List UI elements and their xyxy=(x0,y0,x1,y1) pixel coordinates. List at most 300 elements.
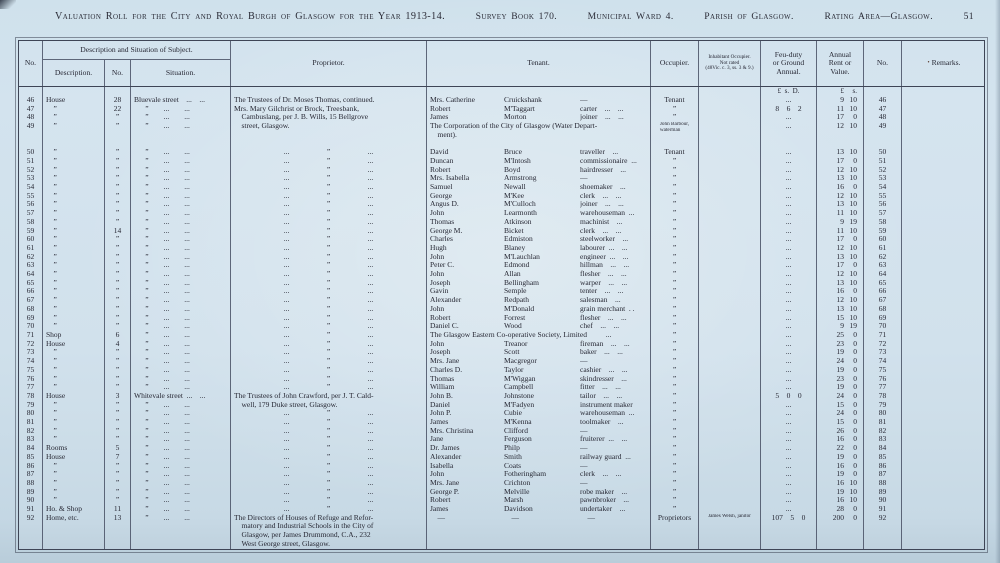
tenant-occupation: commissionaire ... xyxy=(580,156,637,165)
cell-tenant xyxy=(427,392,651,401)
cell-remarks xyxy=(902,392,986,401)
cell-feu-duty: ... xyxy=(761,227,817,236)
cell-entry-no: 54 xyxy=(19,183,43,192)
cell-inhabitant-occupier xyxy=(699,348,761,357)
cell-proprietor: ... ” ... xyxy=(231,366,427,375)
cell-street-no: ” xyxy=(105,314,131,323)
cell-proprietor: ... ” ... xyxy=(231,296,427,305)
cell-description: ” xyxy=(43,462,105,471)
cell-tenant xyxy=(427,409,651,418)
tenant-first-name: Charles D. xyxy=(430,365,463,374)
cell-tenant xyxy=(427,270,651,279)
tenant-first-name: Robert xyxy=(430,165,451,174)
cell-proprietor: ... ” ... xyxy=(231,340,427,349)
cell-street-no: ” xyxy=(105,305,131,314)
cell-feu-duty: ... xyxy=(761,427,817,436)
tenant-first-name: Daniel C. xyxy=(430,322,459,331)
rent-shillings: 10 xyxy=(849,252,857,261)
cell-proprietor: ... ” ... xyxy=(231,462,427,471)
rent-shillings: 0 xyxy=(853,470,857,479)
cell-proprietor: ... ” ... xyxy=(231,418,427,427)
tenant-surname: M'Taggart xyxy=(504,104,535,113)
cell-situation: ” ... ... xyxy=(131,253,231,262)
rent-shillings: 0 xyxy=(853,339,857,348)
rent-shillings: 0 xyxy=(853,287,857,296)
tenant-occupation: traveller ... xyxy=(580,148,619,157)
cell-annual-rent xyxy=(817,453,864,462)
cell-situation: ” ... ... xyxy=(131,505,231,514)
table-row xyxy=(19,87,984,96)
cell-proprietor: ... ” ... xyxy=(231,235,427,244)
cell-remarks xyxy=(902,105,986,114)
table-row xyxy=(19,96,984,105)
cell-street-no: ” xyxy=(105,357,131,366)
cell-description: ” xyxy=(43,375,105,384)
cell-occupier: ” xyxy=(651,174,699,183)
cell-tenant xyxy=(427,287,651,296)
cell-remarks xyxy=(902,166,986,175)
cell-feu-duty: ... xyxy=(761,322,817,331)
cell-inhabitant-occupier xyxy=(699,166,761,175)
table-row xyxy=(19,244,984,253)
cell-feu-duty: ... xyxy=(761,96,817,105)
cell-situation: ” ... ... xyxy=(131,479,231,488)
cell-proprietor: ... ” ... xyxy=(231,174,427,183)
tenant-occupation: — xyxy=(580,444,588,453)
cell-entry-no-right: 90 xyxy=(864,496,902,505)
rent-pounds: 19 xyxy=(836,470,844,479)
cell-feu-duty: ... xyxy=(761,375,817,384)
cell-entry-no: 82 xyxy=(19,427,43,436)
rent-shillings: 0 xyxy=(853,113,857,122)
rent-pounds: 19 xyxy=(836,487,844,496)
cell-tenant xyxy=(427,479,651,488)
rent-shillings: 10 xyxy=(849,496,857,505)
cell-entry-no-right: 64 xyxy=(864,270,902,279)
cell-occupier: ” xyxy=(651,235,699,244)
cell-proprietor: ... ” ... xyxy=(231,435,427,444)
rent-pounds: 17 xyxy=(836,156,844,165)
table-row xyxy=(19,287,984,296)
cell-entry-no: 66 xyxy=(19,287,43,296)
cell-entry-no-right: 47 xyxy=(864,105,902,114)
cell-entry-no: 72 xyxy=(19,340,43,349)
cell-feu-duty: 107 5 0 xyxy=(761,514,817,549)
cell-tenant xyxy=(427,218,651,227)
cell-entry-no-right: 51 xyxy=(864,157,902,166)
rent-pounds: 12 xyxy=(836,243,844,252)
tenant-columns xyxy=(430,340,647,349)
cell-remarks xyxy=(902,366,986,375)
tenant-occupation: flesher ... ... xyxy=(580,313,627,322)
cell-tenant xyxy=(427,488,651,497)
municipal-ward-label: Municipal Ward 4. xyxy=(587,11,674,22)
cell-remarks xyxy=(902,113,986,122)
tenant-surname: Bellingham xyxy=(504,278,539,287)
tenant-columns xyxy=(430,357,647,366)
cell-entry-no: 92 xyxy=(19,514,43,549)
cell-entry-no-right: 88 xyxy=(864,479,902,488)
cell-occupier: ” xyxy=(651,287,699,296)
cell-entry-no-right: 81 xyxy=(864,418,902,427)
table-row xyxy=(19,183,984,192)
cell-remarks xyxy=(902,409,986,418)
rent-shillings: 10 xyxy=(849,487,857,496)
tenant-surname: Scott xyxy=(504,348,520,357)
cell-description: ” xyxy=(43,296,105,305)
cell-entry-no: 67 xyxy=(19,296,43,305)
tenant-occupation: salesman ... xyxy=(580,296,621,305)
rent-shillings: 0 xyxy=(853,505,857,514)
tenant-surname: Marsh xyxy=(504,496,524,505)
cell-tenant xyxy=(427,244,651,253)
cell-street-no: 4 xyxy=(105,340,131,349)
cell-tenant xyxy=(427,322,651,331)
tenant-surname: Crichton xyxy=(504,478,531,487)
cell-feu-duty: ... xyxy=(761,122,817,139)
tenant-first-name: Joseph xyxy=(430,348,451,357)
cell-description: ” xyxy=(43,261,105,270)
cell-entry-no: 69 xyxy=(19,314,43,323)
scan-corner-mark xyxy=(0,0,16,9)
tenant-first-name: John xyxy=(430,252,445,261)
cell-annual-rent xyxy=(817,340,864,349)
cell-entry-no: 83 xyxy=(19,435,43,444)
cell-situation xyxy=(131,87,231,96)
tenant-occupation: labourer ... ... xyxy=(580,243,628,252)
cell-street-no: 7 xyxy=(105,453,131,462)
tenant-surname: Cubie xyxy=(504,409,522,418)
cell-situation: ” ... ... xyxy=(131,453,231,462)
cell-annual-rent xyxy=(817,418,864,427)
cell-inhabitant-occupier xyxy=(699,261,761,270)
cell-annual-rent xyxy=(817,148,864,157)
cell-entry-no: 56 xyxy=(19,200,43,209)
cell-inhabitant-occupier xyxy=(699,200,761,209)
cell-situation: ” ... ... xyxy=(131,444,231,453)
rent-pounds: 9 xyxy=(840,217,844,226)
cell-description xyxy=(43,140,105,149)
cell-occupier: ” xyxy=(651,470,699,479)
tenant-first-name: George xyxy=(430,191,452,200)
cell-tenant xyxy=(427,87,651,96)
cell-remarks xyxy=(902,401,986,410)
table-row xyxy=(19,140,984,149)
cell-feu-duty: ... xyxy=(761,435,817,444)
cell-entry-no-right: 86 xyxy=(864,462,902,471)
cell-street-no: 3 xyxy=(105,392,131,401)
rent-shillings: 0 xyxy=(853,156,857,165)
tenant-full-text: The Corporation of the City of Glasgow (Water Depart- ment). xyxy=(430,122,598,139)
cell-tenant xyxy=(427,227,651,236)
cell-entry-no-right: 87 xyxy=(864,470,902,479)
cell-entry-no: 50 xyxy=(19,148,43,157)
cell-remarks xyxy=(902,209,986,218)
cell-feu-duty: ... xyxy=(761,401,817,410)
rent-pounds: 11 xyxy=(836,226,844,235)
cell-description: ” xyxy=(43,157,105,166)
tenant-surname: M'Culloch xyxy=(504,200,536,209)
cell-inhabitant-occupier xyxy=(699,331,761,340)
header-description-group-title: Description and Situation of Subject. xyxy=(43,41,230,60)
cell-feu-duty: ... xyxy=(761,348,817,357)
cell-entry-no-right xyxy=(864,140,902,149)
tenant-columns xyxy=(430,314,647,323)
rent-pounds: 23 xyxy=(836,374,844,383)
cell-inhabitant-occupier: James Welsh, janitor xyxy=(699,514,761,549)
cell-description: ” xyxy=(43,235,105,244)
cell-occupier: ” xyxy=(651,479,699,488)
cell-remarks xyxy=(902,496,986,505)
table-row xyxy=(19,418,984,427)
cell-annual-rent xyxy=(817,122,864,139)
cell-remarks xyxy=(902,348,986,357)
tenant-surname: M'Lauchlan xyxy=(504,252,540,261)
tenant-surname xyxy=(504,87,580,96)
rent-pounds: 13 xyxy=(836,278,844,287)
cell-remarks xyxy=(902,157,986,166)
table-row xyxy=(19,209,984,218)
cell-description xyxy=(43,87,105,96)
cell-occupier: ” xyxy=(651,496,699,505)
tenant-occupation: fruiterer ... ... xyxy=(580,435,628,444)
tenant-first-name: Gavin xyxy=(430,287,449,296)
tenant-surname: Ferguson xyxy=(504,435,532,444)
tenant-first-name: Alexander xyxy=(430,452,462,461)
cell-entry-no-right: 67 xyxy=(864,296,902,305)
cell-annual-rent xyxy=(817,331,864,340)
cell-remarks xyxy=(902,340,986,349)
rent-shillings: 10 xyxy=(849,270,857,279)
cell-situation: ” ... ... xyxy=(131,166,231,175)
cell-inhabitant-occupier xyxy=(699,462,761,471)
table-row xyxy=(19,479,984,488)
tenant-occupation: joiner ... ... xyxy=(580,200,624,209)
cell-inhabitant-occupier xyxy=(699,409,761,418)
cell-street-no: ” xyxy=(105,427,131,436)
tenant-columns xyxy=(430,96,647,105)
cell-feu-duty: ... xyxy=(761,296,817,305)
tenant-first-name: — xyxy=(430,513,445,522)
cell-proprietor: Mrs. Mary Gilchrist or Brock, Treesbank, xyxy=(231,105,427,114)
cell-annual-rent xyxy=(817,287,864,296)
cell-remarks xyxy=(902,453,986,462)
rent-pounds: 12 xyxy=(836,270,844,279)
cell-situation: ” ... ... xyxy=(131,305,231,314)
tenant-first-name: Charles xyxy=(430,235,453,244)
cell-street-no xyxy=(105,140,131,149)
table-row xyxy=(19,296,984,305)
cell-tenant xyxy=(427,357,651,366)
cell-entry-no-right: 68 xyxy=(864,305,902,314)
rent-shillings: 19 xyxy=(849,322,857,331)
rent-pounds: 16 xyxy=(836,183,844,192)
cell-entry-no-right: 83 xyxy=(864,435,902,444)
tenant-surname: Bicket xyxy=(504,226,524,235)
rent-shillings: 0 xyxy=(853,513,857,522)
rent-shillings: 0 xyxy=(853,374,857,383)
tenant-columns xyxy=(430,366,647,375)
cell-tenant xyxy=(427,383,651,392)
cell-description: ” xyxy=(43,287,105,296)
tenant-columns xyxy=(430,192,647,201)
rent-pounds: 16 xyxy=(836,496,844,505)
rent-shillings: 10 xyxy=(849,200,857,209)
cell-situation: ” ... ... xyxy=(131,227,231,236)
cell-entry-no: 89 xyxy=(19,488,43,497)
cell-feu-duty: ... xyxy=(761,235,817,244)
cell-proprietor: ... ” ... xyxy=(231,409,427,418)
cell-entry-no-right: 56 xyxy=(864,200,902,209)
rent-pounds: 13 xyxy=(836,252,844,261)
cell-annual-rent xyxy=(817,270,864,279)
cell-entry-no-right: 89 xyxy=(864,488,902,497)
tenant-surname: Forrest xyxy=(504,313,526,322)
cell-feu-duty: ... xyxy=(761,488,817,497)
table-row xyxy=(19,166,984,175)
cell-entry-no-right: 76 xyxy=(864,375,902,384)
cell-street-no: ” xyxy=(105,174,131,183)
cell-occupier: ” xyxy=(651,218,699,227)
tenant-occupation: clerk ... ... xyxy=(580,191,622,200)
table-row xyxy=(19,279,984,288)
cell-feu-duty: ... xyxy=(761,209,817,218)
cell-occupier: ” xyxy=(651,340,699,349)
rent-pounds: 16 xyxy=(836,478,844,487)
page-number: 51 xyxy=(963,11,974,22)
cell-street-no: ” xyxy=(105,244,131,253)
cell-situation: ” ... ... xyxy=(131,357,231,366)
cell-occupier: ” xyxy=(651,435,699,444)
tenant-full-text: The Glasgow Eastern Co-operative Society, Limited ... xyxy=(430,330,612,339)
cell-situation: ” ... ... xyxy=(131,235,231,244)
tenant-columns xyxy=(430,401,647,410)
cell-description: ” xyxy=(43,253,105,262)
tenant-occupation: cashier ... ... xyxy=(580,365,628,374)
cell-feu-duty: £ s. D. xyxy=(761,87,817,96)
cell-entry-no-right: 59 xyxy=(864,227,902,236)
cell-remarks xyxy=(902,227,986,236)
cell-tenant xyxy=(427,375,651,384)
tenant-surname: Macgregor xyxy=(504,357,537,366)
cell-description: ” xyxy=(43,479,105,488)
table-row xyxy=(19,435,984,444)
cell-street-no: ” xyxy=(105,209,131,218)
table-row xyxy=(19,401,984,410)
cell-street-no: ” xyxy=(105,470,131,479)
cell-occupier: ” xyxy=(651,227,699,236)
tenant-columns xyxy=(430,514,647,549)
cell-tenant xyxy=(427,514,651,549)
rent-pounds: £ xyxy=(840,87,844,95)
tenant-first-name: Robert xyxy=(430,104,451,113)
cell-description: ” xyxy=(43,166,105,175)
cell-annual-rent xyxy=(817,244,864,253)
cell-street-no: ” xyxy=(105,148,131,157)
cell-situation: ” ... ... xyxy=(131,401,231,410)
cell-proprietor: ... ” ... xyxy=(231,261,427,270)
cell-remarks xyxy=(902,314,986,323)
tenant-occupation: toolmaker ... xyxy=(580,418,624,427)
rent-shillings: 10 xyxy=(849,313,857,322)
cell-street-no: ” xyxy=(105,157,131,166)
tenant-surname: Bruce xyxy=(504,148,522,157)
cell-description: ” xyxy=(43,105,105,114)
cell-street-no: ” xyxy=(105,462,131,471)
cell-description: ” xyxy=(43,244,105,253)
cell-annual-rent xyxy=(817,227,864,236)
cell-annual-rent xyxy=(817,235,864,244)
cell-tenant xyxy=(427,192,651,201)
cell-entry-no-right: 70 xyxy=(864,322,902,331)
tenant-columns xyxy=(430,279,647,288)
rent-pounds: 9 xyxy=(840,322,844,331)
rent-pounds: 12 xyxy=(836,296,844,305)
cell-situation: ” ... ... xyxy=(131,418,231,427)
tenant-surname: M'Kee xyxy=(504,191,525,200)
cell-inhabitant-occupier xyxy=(699,392,761,401)
cell-inhabitant-occupier xyxy=(699,418,761,427)
cell-proprietor: ... ” ... xyxy=(231,279,427,288)
cell-proprietor: ... ” ... xyxy=(231,209,427,218)
cell-annual-rent xyxy=(817,192,864,201)
cell-entry-no-right: 53 xyxy=(864,174,902,183)
cell-proprietor: Cambuslang, per J. B. Wills, 15 Bellgrove xyxy=(231,113,427,122)
rent-shillings: 0 xyxy=(853,444,857,453)
cell-remarks xyxy=(902,435,986,444)
cell-street-no: ” xyxy=(105,366,131,375)
table-row xyxy=(19,174,984,183)
cell-proprietor: The Trustees of John Crawford, per J. T. Cald- xyxy=(231,392,427,401)
table-row xyxy=(19,253,984,262)
tenant-surname: Wood xyxy=(504,322,522,331)
cell-situation: ” ... ... xyxy=(131,200,231,209)
table-row xyxy=(19,340,984,349)
header-entry-no-right: No. xyxy=(864,41,902,86)
tenant-columns xyxy=(430,479,647,488)
cell-description: House xyxy=(43,340,105,349)
rent-shillings: 10 xyxy=(849,209,857,218)
cell-proprietor: ... ” ... xyxy=(231,470,427,479)
tenant-first-name: Thomas xyxy=(430,217,455,226)
cell-annual-rent xyxy=(817,401,864,410)
cell-occupier: ” xyxy=(651,209,699,218)
cell-inhabitant-occupier xyxy=(699,488,761,497)
cell-situation: ” ... ... xyxy=(131,340,231,349)
tenant-first-name: Joseph xyxy=(430,278,451,287)
rent-pounds: 25 xyxy=(836,330,844,339)
tenant-columns xyxy=(430,200,647,209)
cell-tenant xyxy=(427,348,651,357)
tenant-surname: Learmonth xyxy=(504,209,537,218)
rent-shillings: 10 xyxy=(849,165,857,174)
cell-street-no: 11 xyxy=(105,505,131,514)
tenant-first-name: Robert xyxy=(430,313,451,322)
rent-pounds: 15 xyxy=(836,418,844,427)
table-header xyxy=(19,41,984,87)
cell-remarks xyxy=(902,322,986,331)
tenant-occupation: fireman ... ... xyxy=(580,339,630,348)
cell-inhabitant-occupier xyxy=(699,322,761,331)
cell-street-no: ” xyxy=(105,479,131,488)
cell-feu-duty: ... xyxy=(761,496,817,505)
cell-street-no: ” xyxy=(105,401,131,410)
rent-shillings: 0 xyxy=(853,452,857,461)
cell-tenant xyxy=(427,209,651,218)
tenant-columns xyxy=(430,140,647,149)
tenant-first-name: David xyxy=(430,148,449,157)
cell-street-no: ” xyxy=(105,192,131,201)
